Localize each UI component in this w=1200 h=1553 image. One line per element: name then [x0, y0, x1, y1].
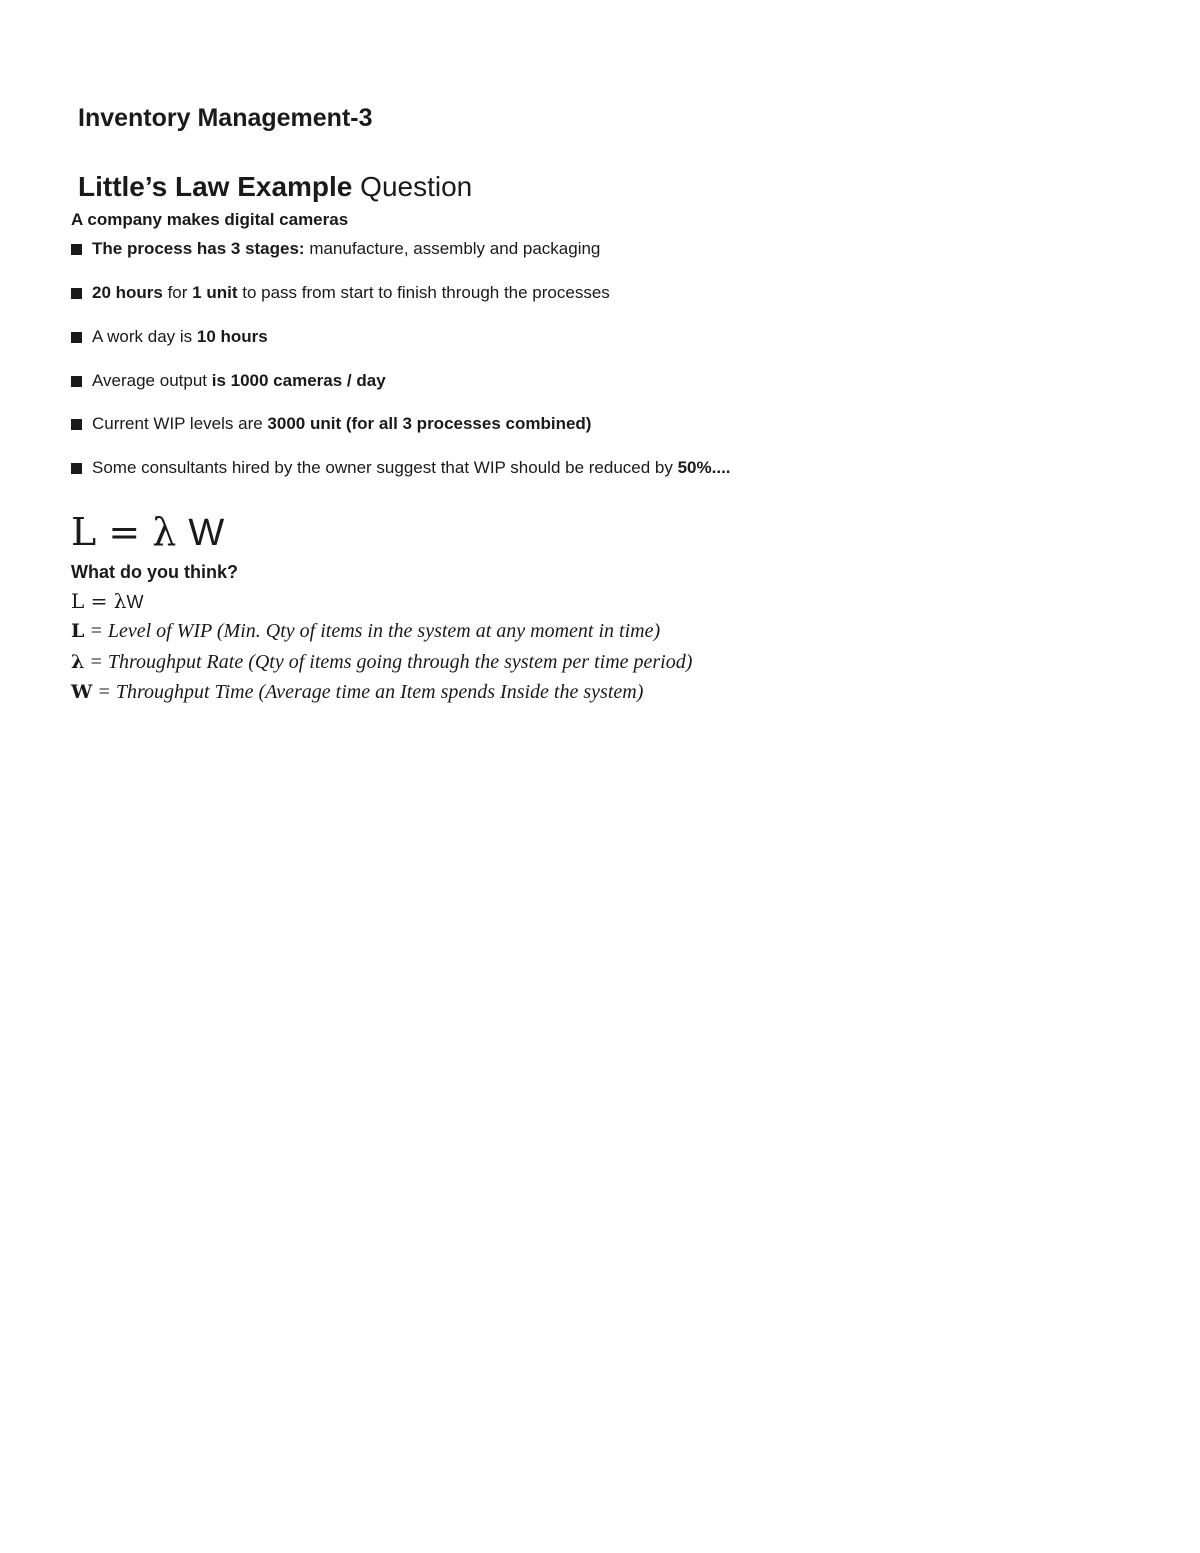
- bullet-text-bold: 1 unit: [192, 283, 238, 302]
- bullet-text: to pass from start to finish through the processes: [237, 283, 610, 302]
- bullet-square-icon: [71, 332, 82, 343]
- definition-symbol: W: [71, 681, 93, 703]
- formula-rhs: W: [188, 512, 225, 554]
- formula-lhs: L = λ: [71, 589, 127, 613]
- bullet-item-4: [71, 371, 386, 391]
- bullet-text: A work day is: [92, 327, 197, 346]
- bullet-item-5: [71, 414, 591, 434]
- definition-text: = Level of WIP (Min. Qty of items in the system at any moment in time): [84, 620, 661, 642]
- section-heading-bold: Little’s Law Example: [78, 171, 353, 202]
- bullet-text-bold: 20 hours: [92, 283, 163, 302]
- bullet-text-bold: 10 hours: [196, 327, 268, 346]
- bullet-text: Current WIP levels are: [92, 414, 268, 433]
- bullet-text-bold: 50%....: [677, 458, 731, 477]
- bullet-text: Some consultants hired by the owner suggest that WIP should be reduced by: [92, 458, 678, 477]
- bullet-text: Average output: [92, 371, 212, 390]
- definition-text: = Throughput Rate (Qty of items going through the system per time period): [84, 651, 693, 673]
- bullet-square-icon: [71, 244, 82, 255]
- definition-l: [71, 620, 660, 643]
- section-heading-normal: Question: [360, 171, 473, 202]
- bullet-text: manufacture, assembly and packaging: [304, 239, 601, 258]
- bullet-square-icon: [71, 419, 82, 430]
- definition-lambda: [71, 651, 692, 674]
- question-text: What do you think?: [71, 562, 238, 582]
- page-title: Inventory Management-3: [78, 104, 373, 132]
- littles-law-formula-small: [71, 589, 143, 613]
- definition-w: [71, 681, 643, 704]
- bullet-item-2: [71, 283, 610, 303]
- bullet-text: for: [162, 283, 193, 302]
- bullet-text-bold: is 1000 cameras / day: [211, 371, 386, 390]
- definition-symbol: L: [71, 620, 85, 642]
- formula-rhs: W: [126, 592, 144, 612]
- definition-symbol: λ: [71, 651, 85, 673]
- bullet-text-bold: The process has 3 stages:: [92, 239, 305, 258]
- section-heading: [78, 171, 472, 203]
- bullet-text-bold: 3000 unit (for all 3 processes combined): [267, 414, 592, 433]
- bullet-item-6: [71, 458, 731, 478]
- bullet-item-3: [71, 327, 268, 347]
- definition-text: = Throughput Time (Average time an Item spends Inside the system): [92, 681, 644, 703]
- intro-text: A company makes digital cameras: [71, 210, 349, 229]
- bullet-square-icon: [71, 376, 82, 387]
- littles-law-formula: [71, 510, 224, 555]
- bullet-square-icon: [71, 288, 82, 299]
- formula-lhs: L = λ: [71, 510, 177, 554]
- bullet-item-1: [71, 239, 600, 259]
- bullet-square-icon: [71, 463, 82, 474]
